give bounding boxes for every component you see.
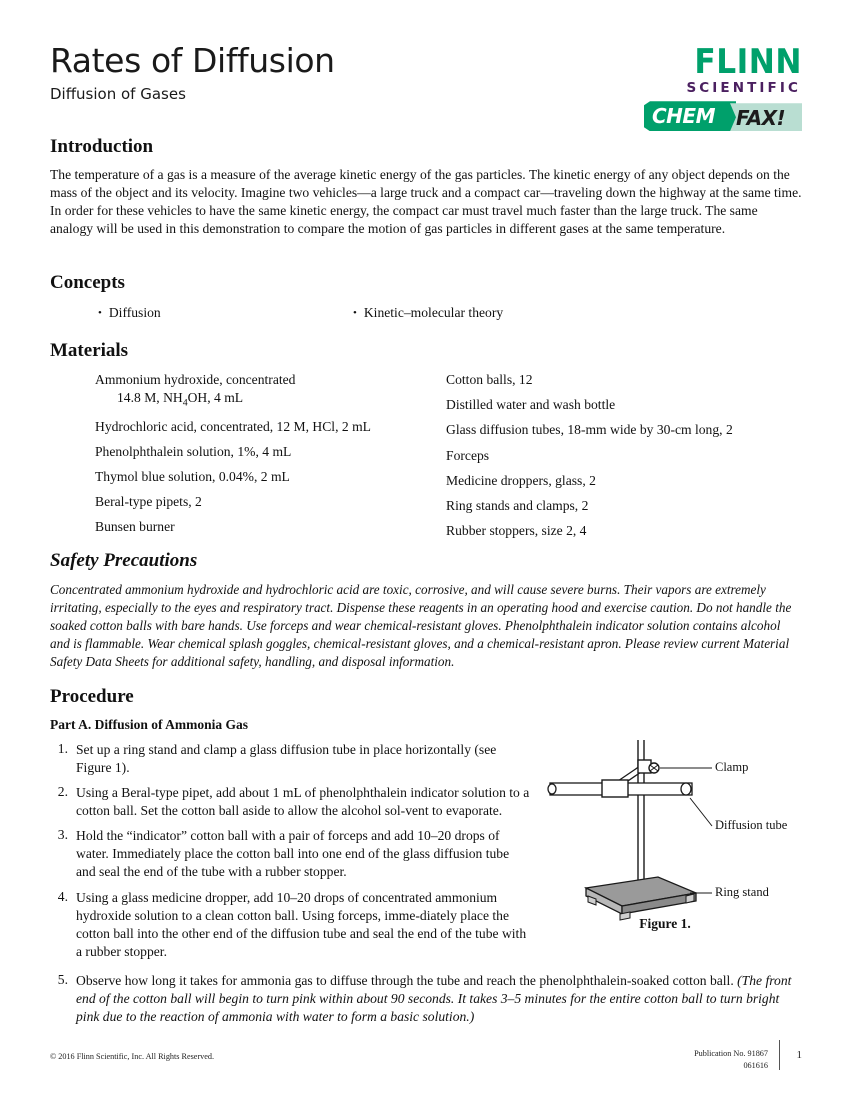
concepts-section: [50, 272, 802, 322]
concepts-column-right: [353, 304, 653, 322]
materials-column-left: [50, 371, 446, 547]
procedure-steps-list: [50, 741, 530, 961]
figure-label-diffusion-tube: Diffusion tube: [715, 818, 788, 832]
procedure-step: [50, 784, 530, 820]
step-number: 1.: [57, 741, 68, 756]
procedure-step: [50, 741, 530, 777]
concepts-heading: Concepts: [50, 272, 125, 293]
step-number: 4.: [57, 888, 68, 904]
material-item: Rubber stoppers, size 2, 4: [446, 523, 587, 539]
step-number: 2.: [57, 784, 68, 800]
concept-item: [98, 305, 161, 320]
step-text-italic-note: (The front end of the cotton ball will begin to turn pink within about 90 seconds. It takes 3–5 minutes for the entire cotton ball to turn bright pink due to the reaction of ammonia with water to form a basic solution.): [76, 973, 792, 1025]
step-number: 3.: [57, 827, 68, 843]
footer-page-number: 1: [796, 1049, 802, 1061]
materials-list: [50, 371, 802, 547]
material-item: Hydrochloric acid, concentrated, 12 M, HCl, 2 mL: [95, 418, 371, 434]
concept-item: [353, 305, 503, 320]
procedure-heading: Procedure: [50, 686, 134, 707]
material-item: Thymol blue solution, 0.04%, 2 mL: [95, 468, 290, 484]
bullet-icon: •: [353, 307, 357, 319]
flinn-scientific-logo: [642, 42, 802, 131]
step-text: Set up a ring stand and clamp a glass diffusion tube in place horizontally (see Figure 1).: [76, 742, 497, 776]
banner-fax-text: FAX!: [736, 106, 786, 131]
material-item: [95, 371, 446, 410]
concepts-column-left: [50, 304, 353, 322]
procedure-step: [50, 972, 802, 1026]
safety-paragraph: Concentrated ammonium hydroxide and hydrochloric acid are toxic, corrosive, and will cause severe burns. Their vapors are extremely irritating, especially to the eyes and respiratory tract. Dispense these reagents in an operating hood and exercise caution. Do not handle the soaked cotton balls with bare hands. Use forceps and wear chemical-resistant gloves. Phenolphthalein indicator solution contains alcohol and is flammable. Wear chemical splash goggles, chemical-resistant gloves, and a chemical-resistant apron. Please review current Material Safety Data Sheets for additional safety, handling, and disposal information.: [50, 582, 792, 669]
introduction-paragraph: The temperature of a gas is a measure of the average kinetic energy of the gas particles. The kinetic energy of any object depends on the mass of the object and its velocity. Imagine two vehicles—a large truck and a compact car—traveling down the highway at the same time. In order for these vehicles to have the same kinetic energy, the compact car must travel much faster than the large truck. The same analogy will be used in this demonstration to compare the motion of gas particles in different gases at the same temperature.: [50, 167, 802, 237]
step-text: Hold the “indicator” cotton ball with a pair of forceps and add 10–20 drops of water. Immediately place the cotton ball into one end of the glass diffusion tube and seal the end of the tube with a rubber stopper.: [76, 828, 510, 880]
procedure-step-5-wrap: [50, 972, 802, 1033]
material-item-sublabel: 14.8 M, $NH_4OH$, 4 mL: [117, 389, 244, 409]
diffusion-tube-icon: [548, 780, 692, 797]
material-item: Cotton balls, 12: [446, 372, 533, 387]
concept-item-label: Diffusion: [108, 305, 161, 320]
document-footer: [50, 1046, 802, 1086]
material-item: Phenolphthalein solution, 1%, 4 mL: [95, 443, 292, 459]
material-item: Medicine droppers, glass, 2: [446, 472, 596, 488]
figure-1: [540, 738, 810, 938]
concept-item-label: Kinetic–molecular theory: [363, 305, 504, 320]
procedure-section: [50, 686, 530, 968]
procedure-step: [50, 827, 530, 881]
banner-chem-text: CHEM: [652, 104, 715, 129]
material-item-label: Ammonium hydroxide, concentrated: [95, 372, 296, 387]
safety-precautions-section: [50, 550, 802, 671]
bullet-icon: •: [98, 307, 102, 319]
footer-publication-number: Publication No. 91867: [694, 1049, 768, 1058]
materials-section: [50, 340, 802, 547]
ring-stand-base-icon: [586, 877, 696, 920]
figure-caption: Figure 1.: [639, 916, 691, 931]
step-number: 5.: [57, 972, 68, 987]
figure-label-clamp: Clamp: [715, 760, 749, 774]
procedure-part-label: Part A. Diffusion of Ammonia Gas: [50, 717, 249, 732]
step-text: Using a glass medicine dropper, add 10–20 drops of concentrated ammonium hydroxide solution to a clean cotton ball. Using forceps, imme-diately place the cotton ball into the other end of the diffusion tube and seal the end of the tube with a rubber stopper.: [76, 889, 527, 959]
logo-brand-text: FLINN: [694, 42, 802, 82]
step-text: [76, 972, 802, 1026]
introduction-section: [50, 136, 802, 238]
footer-divider: [779, 1040, 780, 1070]
page-subtitle: Diffusion of Gases: [50, 84, 186, 103]
material-item: Distilled water and wash bottle: [446, 397, 616, 413]
material-item: Glass diffusion tubes, 18-mm wide by 30-cm long, 2: [446, 422, 733, 438]
footer-date-code: 061616: [743, 1060, 768, 1070]
page-title: Rates of Diffusion: [50, 41, 335, 80]
materials-heading: Materials: [50, 340, 129, 361]
procedure-step: [50, 889, 530, 961]
introduction-heading: Introduction: [50, 136, 154, 157]
material-item: Beral-type pipets, 2: [95, 494, 202, 510]
ring-stand-diagram-svg: [540, 738, 810, 938]
step-text-plain: Observe how long it takes for ammonia gas to diffuse through the tube and reach the phenolphthalein-soaked cotton ball.: [76, 973, 738, 988]
material-item: Bunsen burner: [95, 519, 175, 535]
footer-publication-info: [694, 1048, 768, 1072]
material-item: Forceps: [446, 447, 490, 463]
material-item: Ring stands and clamps, 2: [446, 497, 589, 513]
safety-heading: Safety Precautions: [50, 550, 198, 571]
figure-label-ring-stand: Ring stand: [715, 885, 769, 899]
concepts-list: [50, 304, 802, 322]
step-text: Using a Beral-type pipet, add about 1 mL of phenolphthalein indicator solution to a cotton ball. Set the cotton ball aside to allow the alcohol sol-vent to evaporate.: [76, 785, 530, 819]
footer-copyright: © 2016 Flinn Scientific, Inc. All Rights Reserved.: [50, 1052, 215, 1061]
materials-column-right: [446, 371, 802, 547]
logo-subbrand-text: SCIENTIFIC: [686, 80, 801, 97]
chemfax-banner: [644, 101, 802, 131]
